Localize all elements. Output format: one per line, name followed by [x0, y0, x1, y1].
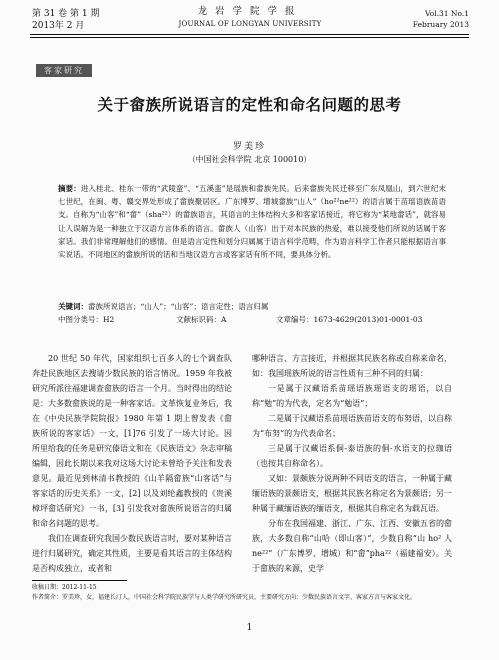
header-center: [150, 6, 350, 30]
author-bio: 作者简介：罗美珍，女，福建长汀人，中国社会科学院民族学与人类学研究所研究员，主要研究方向：少数民族语言文字、客家方言与客家文化。: [32, 594, 417, 601]
journal-name-cn: 龙岩学院学报: [197, 6, 303, 17]
paragraph: 又如：景颇族分说两种不同语支的语言，一种属于藏缅语族的景颇语支，根据其民族名称定名为景颇语；另一种属于藏缅语族的缅语支，根据其自称定名为载瓦语。: [252, 474, 452, 513]
received-date: 收稿日期：2012-11-15: [32, 584, 97, 591]
clc-number: 中图分类号：H2: [58, 315, 115, 324]
volume-en: Vol.31 No.1: [424, 9, 469, 18]
header-rule-thin: [30, 37, 469, 38]
issue-date: 2013年 2 月: [32, 21, 85, 31]
paragraph: 三是属于汉藏语系侗-泰语族的侗-水语支的拉珈语（也按其自称命名）。: [252, 444, 452, 468]
paragraph: 分布在我国福建、浙江、广东、江西、安徽五省的畲族，大多数自称“山哈（即山客）”，少数自称“山 ho² 人 ne²²”（广东博罗、增城）和“畲”pha²²（福建福安）。关于畲族的来源，史学: [252, 519, 452, 573]
body-column-right: [252, 351, 452, 576]
date-en: February 2013: [412, 20, 469, 29]
paragraph: 20 世纪 50 年代，国家组织七百多人的七个调查队奔赴民族地区去搜请少数民族的语言情况。1959 年我被研究所派往福建调查畲族的语言一个月。当时得出的结论是：大多数畲族说的是一种客家话。文革恢复业务后，我在《中央民族学院院报》1980 年第 1 期上曾发表《畲族所说的客家话》一文，[1]76 引发了一场大讨论。因所里给我的任务是研究傣语文和在《民族语文》杂志审稿编辑，因此长期以来我对这场大讨论未曾给予关注和发表意见。最近见到林清书教授的《山羊隔畲族“山客话”与客家话的历史关系》一文，[2] 以及刘纶鑫教授的《贵溪樟坪畲话研究》一书，[3] 引发我对畲族所说语言的归属和命名问题的思考。: [32, 354, 232, 528]
affiliation: （中国社会科学院 北京 100010）: [187, 155, 312, 164]
body-column-left: [32, 351, 232, 576]
column-tag: 客家研究: [36, 64, 92, 77]
paragraph: 一是属于汉藏语系苗瑶语族瑶语支的瑶语，以自称“勉”的为代表，定名为“勉语”；: [252, 384, 452, 408]
journal-name-en: JOURNAL OF LONGYAN UNIVERSITY: [178, 20, 322, 28]
author: 罗美珍: [232, 142, 266, 152]
page-number: 1: [246, 623, 253, 633]
keywords-label: 关键词：: [58, 302, 88, 311]
header-rule: [30, 34, 469, 35]
footnote: [32, 583, 452, 603]
keywords: [58, 301, 446, 313]
keywords-text: 畲族所说语言；“山人”；“山客”；语言定性；语言归属: [88, 302, 269, 311]
article-number: 文章编号：1673-4629(2013)01-0001-03: [276, 315, 423, 324]
abstract-label: 摘要：: [58, 184, 81, 193]
article-title: 关于畲族所说语言的定性和命名问题的思考: [97, 95, 402, 114]
paragraph: 我们在调查研究我国少数民族语言时，要对某种语言进行归属研究，确定其性质，主要是看其语言的主体结构是否构成独立，或者和: [32, 534, 232, 573]
volume-issue: 第 31 卷 第 1 期: [32, 9, 100, 19]
header-left: [32, 8, 99, 32]
header-right: [413, 8, 469, 30]
paragraph: 二是属于汉藏语系苗瑶语族苗语支的布努语，以自称为“布努”的为代表命名；: [252, 414, 452, 438]
document-code: 文献标识码：A: [176, 315, 227, 324]
abstract-text: 进入桂北、桂东一带的“武陵蛮”、“五溪蛮”是瑶族和畲族先民。后来畲族先民迁移至广东凤凰山，到六世纪末七世纪，在闽、粤、赣交界处形成了畲族聚居区。广东博罗、增城畲族“山人”（ho²²ne²²）的语言属于苗瑶语族苗语支。自称为“山客”和“畲”（sha²²）的畲族语言，其语言的主体结构大多和客家话接近，将它称为“某地畲话”，就容易让人误解为是一种独立于汉语方言体系的语言。畲族人（山客）出于对本民族的热爱，难以接受他们所说的话属于客家话。我们非常理解他们的感情。但是语言定性和划分归属属于语言科学范畴，作为语言科学工作者只能根据语言事实说话。不同地区的畲族所说的话和当地汉语方言或客家话有所不同，要具体分析。: [58, 184, 447, 260]
abstract: [58, 182, 446, 261]
footnote-rule: [32, 580, 127, 581]
paragraph: 哪种语言、方言接近，并根据其民族名称或自称来命名，如：我国瑶族所说的语言性质有三种不同的归属：: [252, 354, 452, 378]
